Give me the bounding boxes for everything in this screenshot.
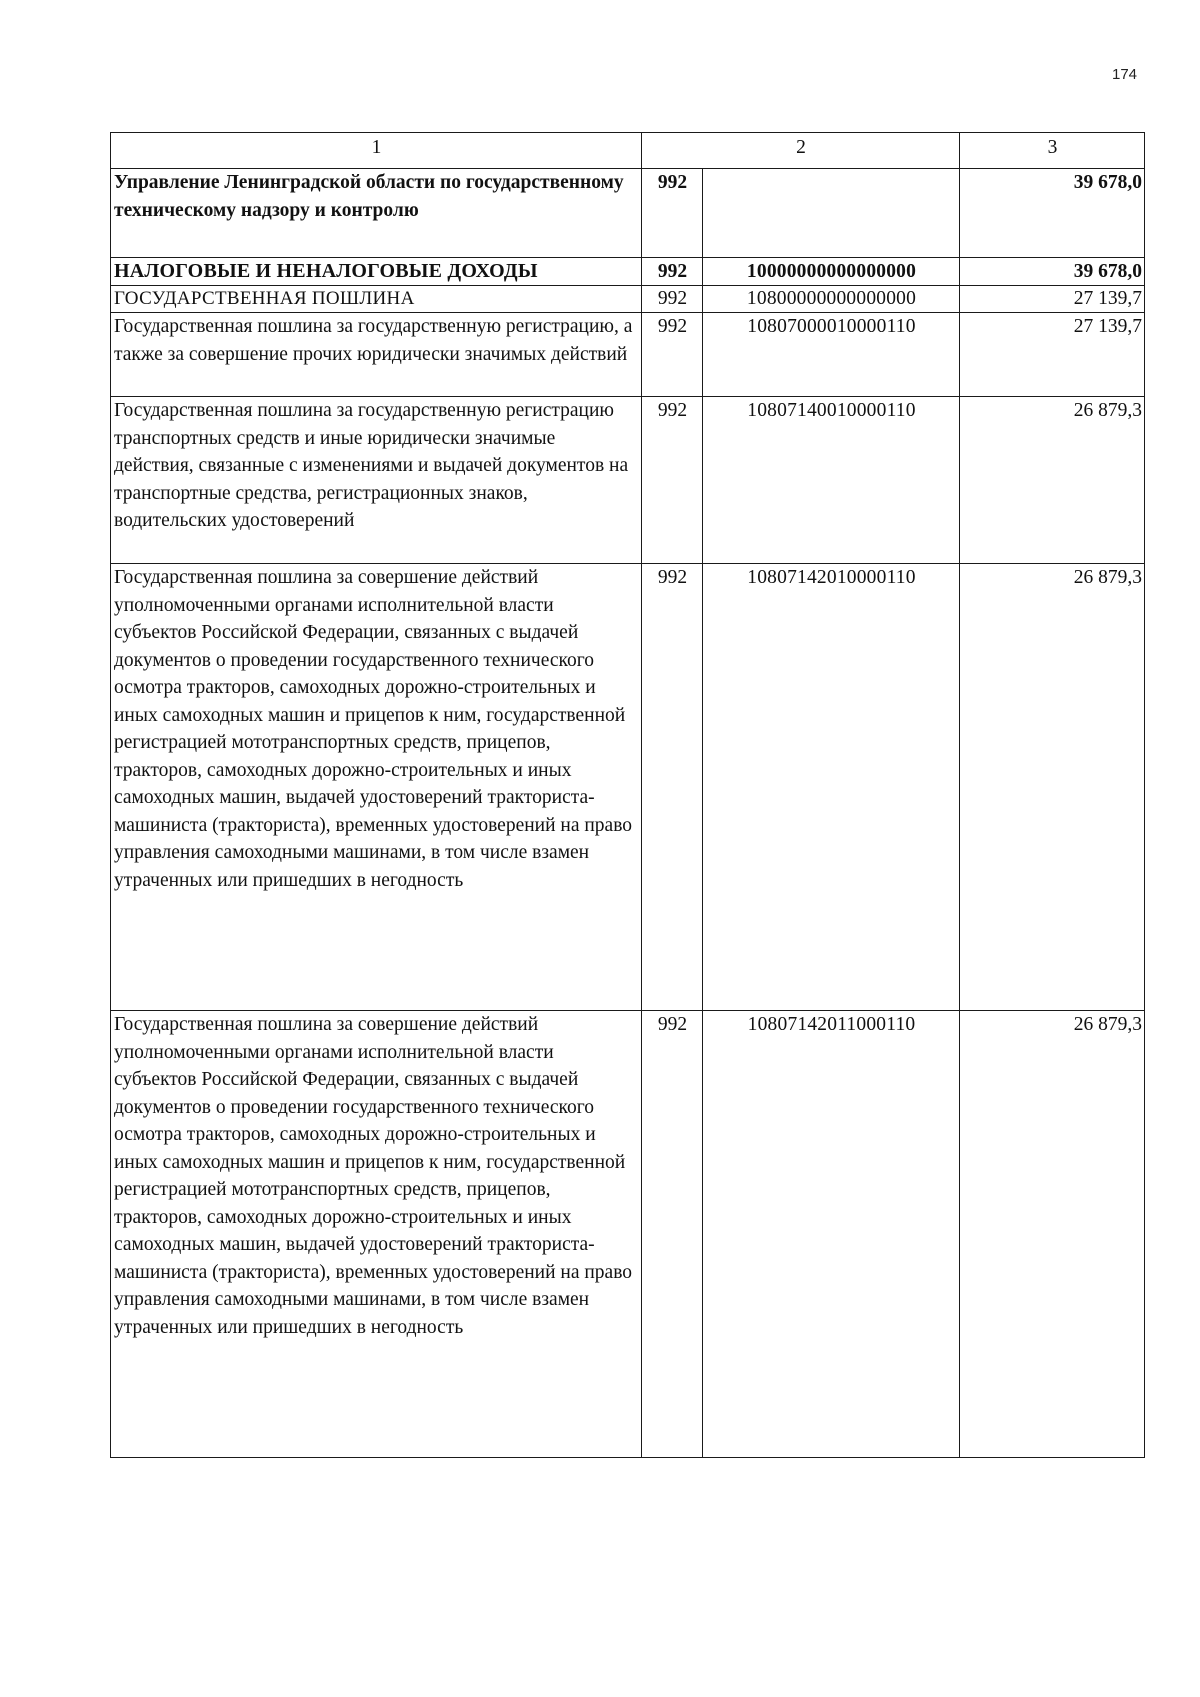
row-sum: 39 678,0 [960, 258, 1145, 286]
row-admin-code: 992 [642, 1011, 703, 1458]
page-number: 174 [1112, 66, 1138, 83]
row-sum: 27 139,7 [960, 313, 1145, 397]
revenue-table [110, 132, 1145, 1458]
row-admin-code: 992 [642, 313, 703, 397]
table-row [111, 564, 1145, 1011]
column-header-3: 3 [960, 133, 1145, 169]
row-admin-code: 992 [642, 397, 703, 564]
row-sum: 26 879,3 [960, 1011, 1145, 1458]
table-row [111, 397, 1145, 564]
table-row [111, 258, 1145, 286]
row-name: ГОСУДАРСТВЕННАЯ ПОШЛИНА [111, 286, 642, 313]
table-row [111, 313, 1145, 397]
row-classification-code: 10800000000000000 [703, 286, 960, 313]
row-name: Государственная пошлина за государственную регистрацию транспортных средств и иные юридически значимые действия, связанные с изменениями и выдачей документов на транспортные средства, регистрационных знаков, водительских удостоверений [111, 397, 642, 564]
table-row [111, 1011, 1145, 1458]
row-admin-code: 992 [642, 564, 703, 1011]
row-sum: 26 879,3 [960, 564, 1145, 1011]
row-classification-code: 10807142011000110 [703, 1011, 960, 1458]
row-name: НАЛОГОВЫЕ И НЕНАЛОГОВЫЕ ДОХОДЫ [111, 258, 642, 286]
row-sum: 39 678,0 [960, 169, 1145, 258]
row-sum: 26 879,3 [960, 397, 1145, 564]
row-classification-code: 10807142010000110 [703, 564, 960, 1011]
column-header-1: 1 [111, 133, 642, 169]
row-classification-code [703, 169, 960, 258]
row-classification-code: 10000000000000000 [703, 258, 960, 286]
row-name: Государственная пошлина за совершение действий уполномоченными органами исполнительной власти субъектов Российской Федерации, связанных с выдачей документов о проведении государственного технического осмотра тракторов, самоходных дорожно-строительных и иных самоходных машин и прицепов к ним, государственной регистрацией мототранспортных средств, прицепов, тракторов, самоходных дорожно-строительных и иных самоходных машин, выдачей удостоверений тракториста-машиниста (тракториста), временных удостоверений на право управления самоходными машинами, в том числе взамен утраченных или пришедших в негодность [111, 564, 642, 1011]
row-sum: 27 139,7 [960, 286, 1145, 313]
row-classification-code: 10807000010000110 [703, 313, 960, 397]
row-classification-code: 10807140010000110 [703, 397, 960, 564]
row-admin-code: 992 [642, 286, 703, 313]
table-header-row [111, 133, 1145, 169]
row-name: Государственная пошлина за совершение действий уполномоченными органами исполнительной власти субъектов Российской Федерации, связанных с выдачей документов о проведении государственного технического осмотра тракторов, самоходных дорожно-строительных и иных самоходных машин и прицепов к ним, государственной регистрацией мототранспортных средств, прицепов, тракторов, самоходных дорожно-строительных и иных самоходных машин, выдачей удостоверений тракториста-машиниста (тракториста), временных удостоверений на право управления самоходными машинами, в том числе взамен утраченных или пришедших в негодность [111, 1011, 642, 1458]
table-row [111, 286, 1145, 313]
table-row [111, 169, 1145, 258]
row-admin-code: 992 [642, 258, 703, 286]
row-name: Управление Ленинградской области по государственному техническому надзору и контролю [111, 169, 642, 258]
column-header-2: 2 [642, 133, 960, 169]
row-name: Государственная пошлина за государственную регистрацию, а также за совершение прочих юридически значимых действий [111, 313, 642, 397]
row-admin-code: 992 [642, 169, 703, 258]
